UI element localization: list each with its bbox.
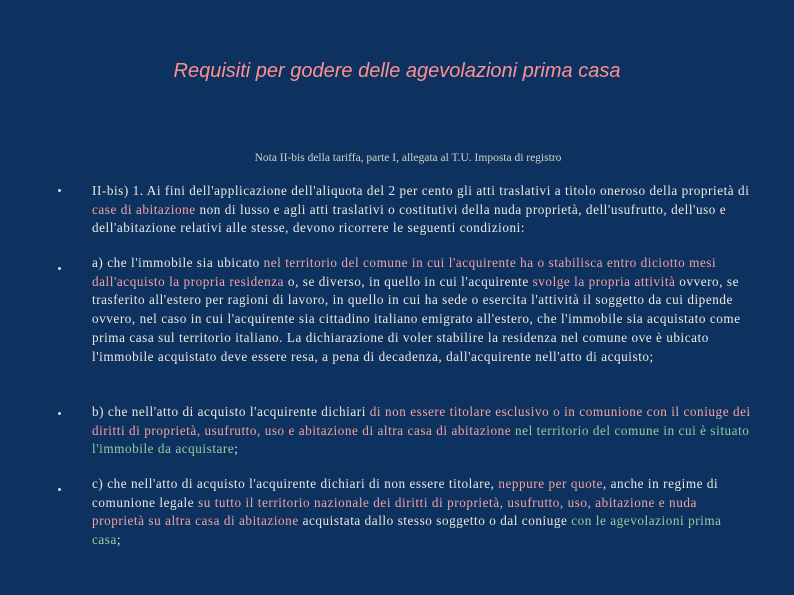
highlighted-text: con le agevolazioni prima casa	[92, 513, 722, 548]
paragraph-text: o, se diverso, in quello in cui l'acquirente	[284, 273, 533, 289]
paragraph-b	[92, 403, 752, 459]
highlighted-text: nel territorio del comune in cui è situato l'immobile da acquistare	[92, 422, 750, 457]
paragraph-text: a) che l'immobile sia ubicato	[92, 255, 264, 270]
paragraph-c	[92, 475, 752, 550]
highlighted-text: svolge la propria attività	[532, 273, 676, 289]
slide-subtitle: Nota II-bis della tariffa, parte I, allegata al T.U. Imposta di registro	[254, 152, 562, 164]
highlighted-text: case di abitazione	[92, 201, 196, 217]
paragraph-a	[92, 254, 752, 366]
highlighted-text: nel territorio del comune in cui l'acquirente ha o stabilisca entro diciotto mesi dall'acquisto la propria residenza	[92, 255, 717, 289]
paragraph-text: ;	[234, 441, 239, 457]
paragraph-text: c) che nell'atto di acquisto l'acquirente dichiari di non essere titolare,	[92, 476, 499, 491]
paragraph-intro	[92, 182, 752, 238]
paragraph-text: , anche in regime di comunione legale	[92, 476, 719, 510]
bullet-icon	[58, 189, 61, 192]
paragraph-text: ;	[116, 532, 122, 548]
bullet-icon	[58, 412, 61, 415]
bullet-icon	[58, 267, 61, 270]
paragraph-text: non di lusso e agli atti traslativi o costitutivi della nuda proprietà, dell'usufrutto, dell'uso e dell'abitazione relativi alle stesse, devono ricorrere le seguenti condizioni:	[92, 201, 727, 236]
paragraph-text: ovvero, se trasferito all'estero per ragioni di lavoro, in quello in cui ha sede o esercita l'attività il soggetto da cui dipende ovvero, nel caso in cui l'acquirente sia cittadino italiano emigrato all'estero, che l'immobile sia acquistato come prima casa sul territorio italiano. La dichiarazione di voler stabilire la residenza nel comune ove è ubicato l'immobile acquistato deve essere resa, a pena di decadenza, dall'acquirente nell'atto di acquisto;	[92, 273, 741, 364]
highlighted-text: su tutto il territorio nazionale dei diritti di proprietà, usufrutto, uso, abitazione e nuda proprietà su altra casa di abitazione	[92, 494, 697, 529]
paragraph-text: b) che nell'atto di acquisto l'acquirente dichiari	[92, 404, 370, 419]
highlighted-text: di non essere titolare esclusivo o in comunione con il coniuge dei diritti di proprietà, usufrutto, uso e abitazione di altra casa di abitazione	[92, 404, 751, 438]
paragraph-text: acquistata dallo stesso soggetto o dal coniuge	[298, 513, 572, 529]
highlighted-text: neppure per quote	[498, 476, 603, 491]
slide-title: Requisiti per godere delle agevolazioni prima casa	[173, 60, 621, 82]
bullet-icon	[58, 488, 61, 491]
paragraph-text: II-bis) 1. Ai fini dell'applicazione dell'aliquota del 2 per cento gli atti traslativi a titolo oneroso della proprietà di	[92, 183, 750, 198]
